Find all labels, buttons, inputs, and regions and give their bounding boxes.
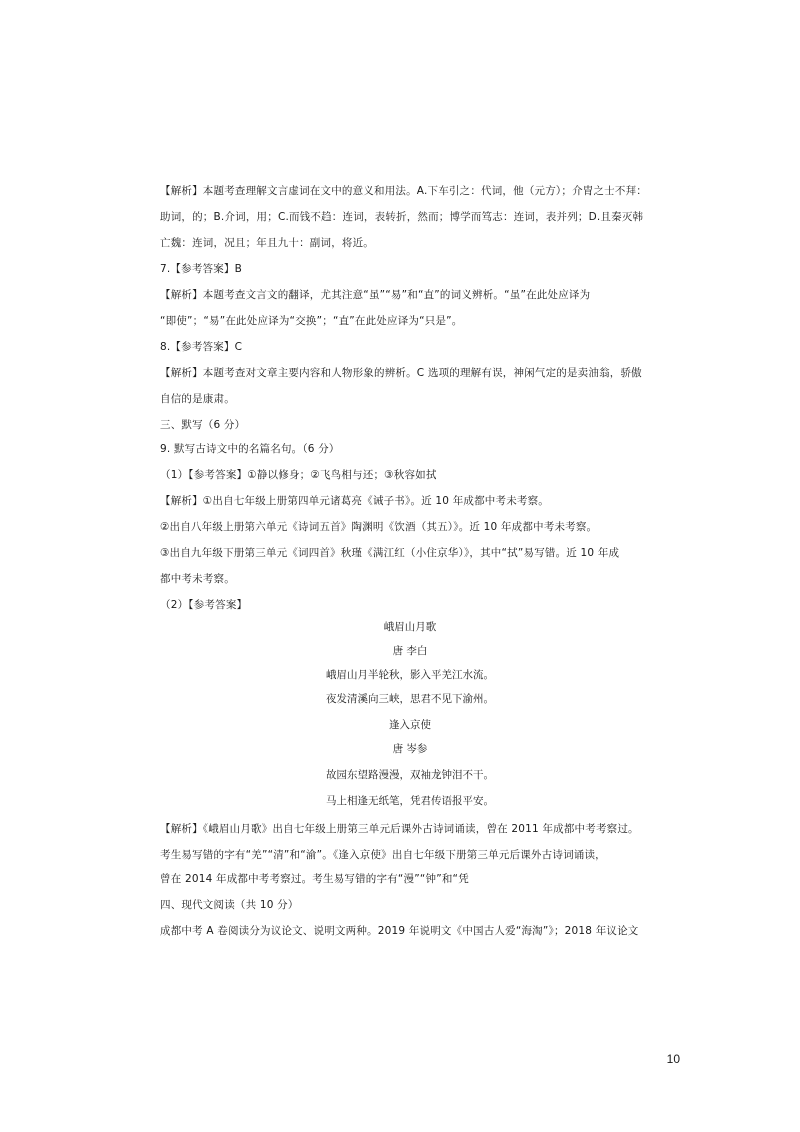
section-heading: 三、默写（6 分） [160,419,246,431]
text-line: 【解析】①出自七年级上册第四单元诸葛亮《诫子书》。近 10 年成都中考未考察。 [160,495,549,507]
text-line: 【解析】本题考查理解文言虚词在文中的意义和用法。A.下车引之：代词，他（元方）；介胄之士不拜： [160,185,647,197]
text-line: 考生易写错的字有“羌”“清”和“渝”。《逢入京使》出自七年级下册第三单元后课外古诗词诵读， [160,849,606,861]
text-line: 【解析】《峨眉山月歌》出自七年级上册第三单元后课外古诗词诵读，曾在 2011 年成都中考考察过。 [160,823,639,835]
poem-title: 峨眉山月歌 [383,621,437,633]
text-line: 都中考未考察。 [160,573,235,585]
text-line: 成都中考 A 卷阅读分为议论文、说明文两种。2019 年说明文《中国古人爱“海淘”》；2018 年议论文 [160,925,639,937]
text-line: ③出自九年级下册第三单元《词四首》秋瑾《满江红（小住京华）》，其中“拭”易写错。近 10 年成 [160,547,620,559]
text-line: 自信的是康肃。 [160,393,235,405]
text-line: 曾在 2014 年成都中考考察过。考生易写错的字有“漫”“钟”和“凭 [160,873,469,885]
text-line: “即使”；“易”在此处应译为“交换”；“直”在此处应译为“只是”。 [160,315,463,327]
answer-heading: 7.【参考答案】B [160,263,243,275]
text-line: 助词，的；B.介词，用；C.而钱不趋：连词，表转折，然而；博学而笃志：连词，表并列；D.且秦灭韩 [160,211,644,223]
answer-heading: （1）【参考答案】①静以修身；②飞鸟相与还；③秋容如拭 [160,469,437,481]
section-heading: 四、现代文阅读（共 10 分） [160,899,299,911]
text-line: 【解析】本题考查对文章主要内容和人物形象的辨析。C 选项的理解有误，神闲气定的是卖油翁，骄傲 [160,367,642,379]
answer-heading: （2）【参考答案】 [160,599,248,611]
poem-line: 峨眉山月半轮秋，影入平羌江水流。 [326,669,494,681]
poem-title: 逢入京使 [389,719,431,731]
poem-author: 唐 岑参 [392,743,428,755]
text-line: 亡魏：连词，况且；年且九十：副词，将近。 [160,237,374,249]
poem-line: 马上相逢无纸笔，凭君传语报平安。 [326,795,494,807]
text-line: 【解析】本题考查文言文的翻译，尤其注意“虽”“易”和“直”的词义辨析。“虽”在此处应译为 [160,289,591,301]
question-heading: 9. 默写古诗文中的名篇名句。（6 分） [160,443,340,455]
poem-author: 唐 李白 [392,645,428,657]
poem-line: 故园东望路漫漫，双袖龙钟泪不干。 [326,769,494,781]
page-number: 10 [666,1052,680,1066]
answer-heading: 8.【参考答案】C [160,341,243,353]
poem-line: 夜发清溪向三峡，思君不见下渝州。 [326,693,494,705]
text-line: ②出自八年级上册第六单元《诗词五首》陶渊明《饮酒（其五）》。近 10 年成都中考未考察。 [160,521,598,533]
